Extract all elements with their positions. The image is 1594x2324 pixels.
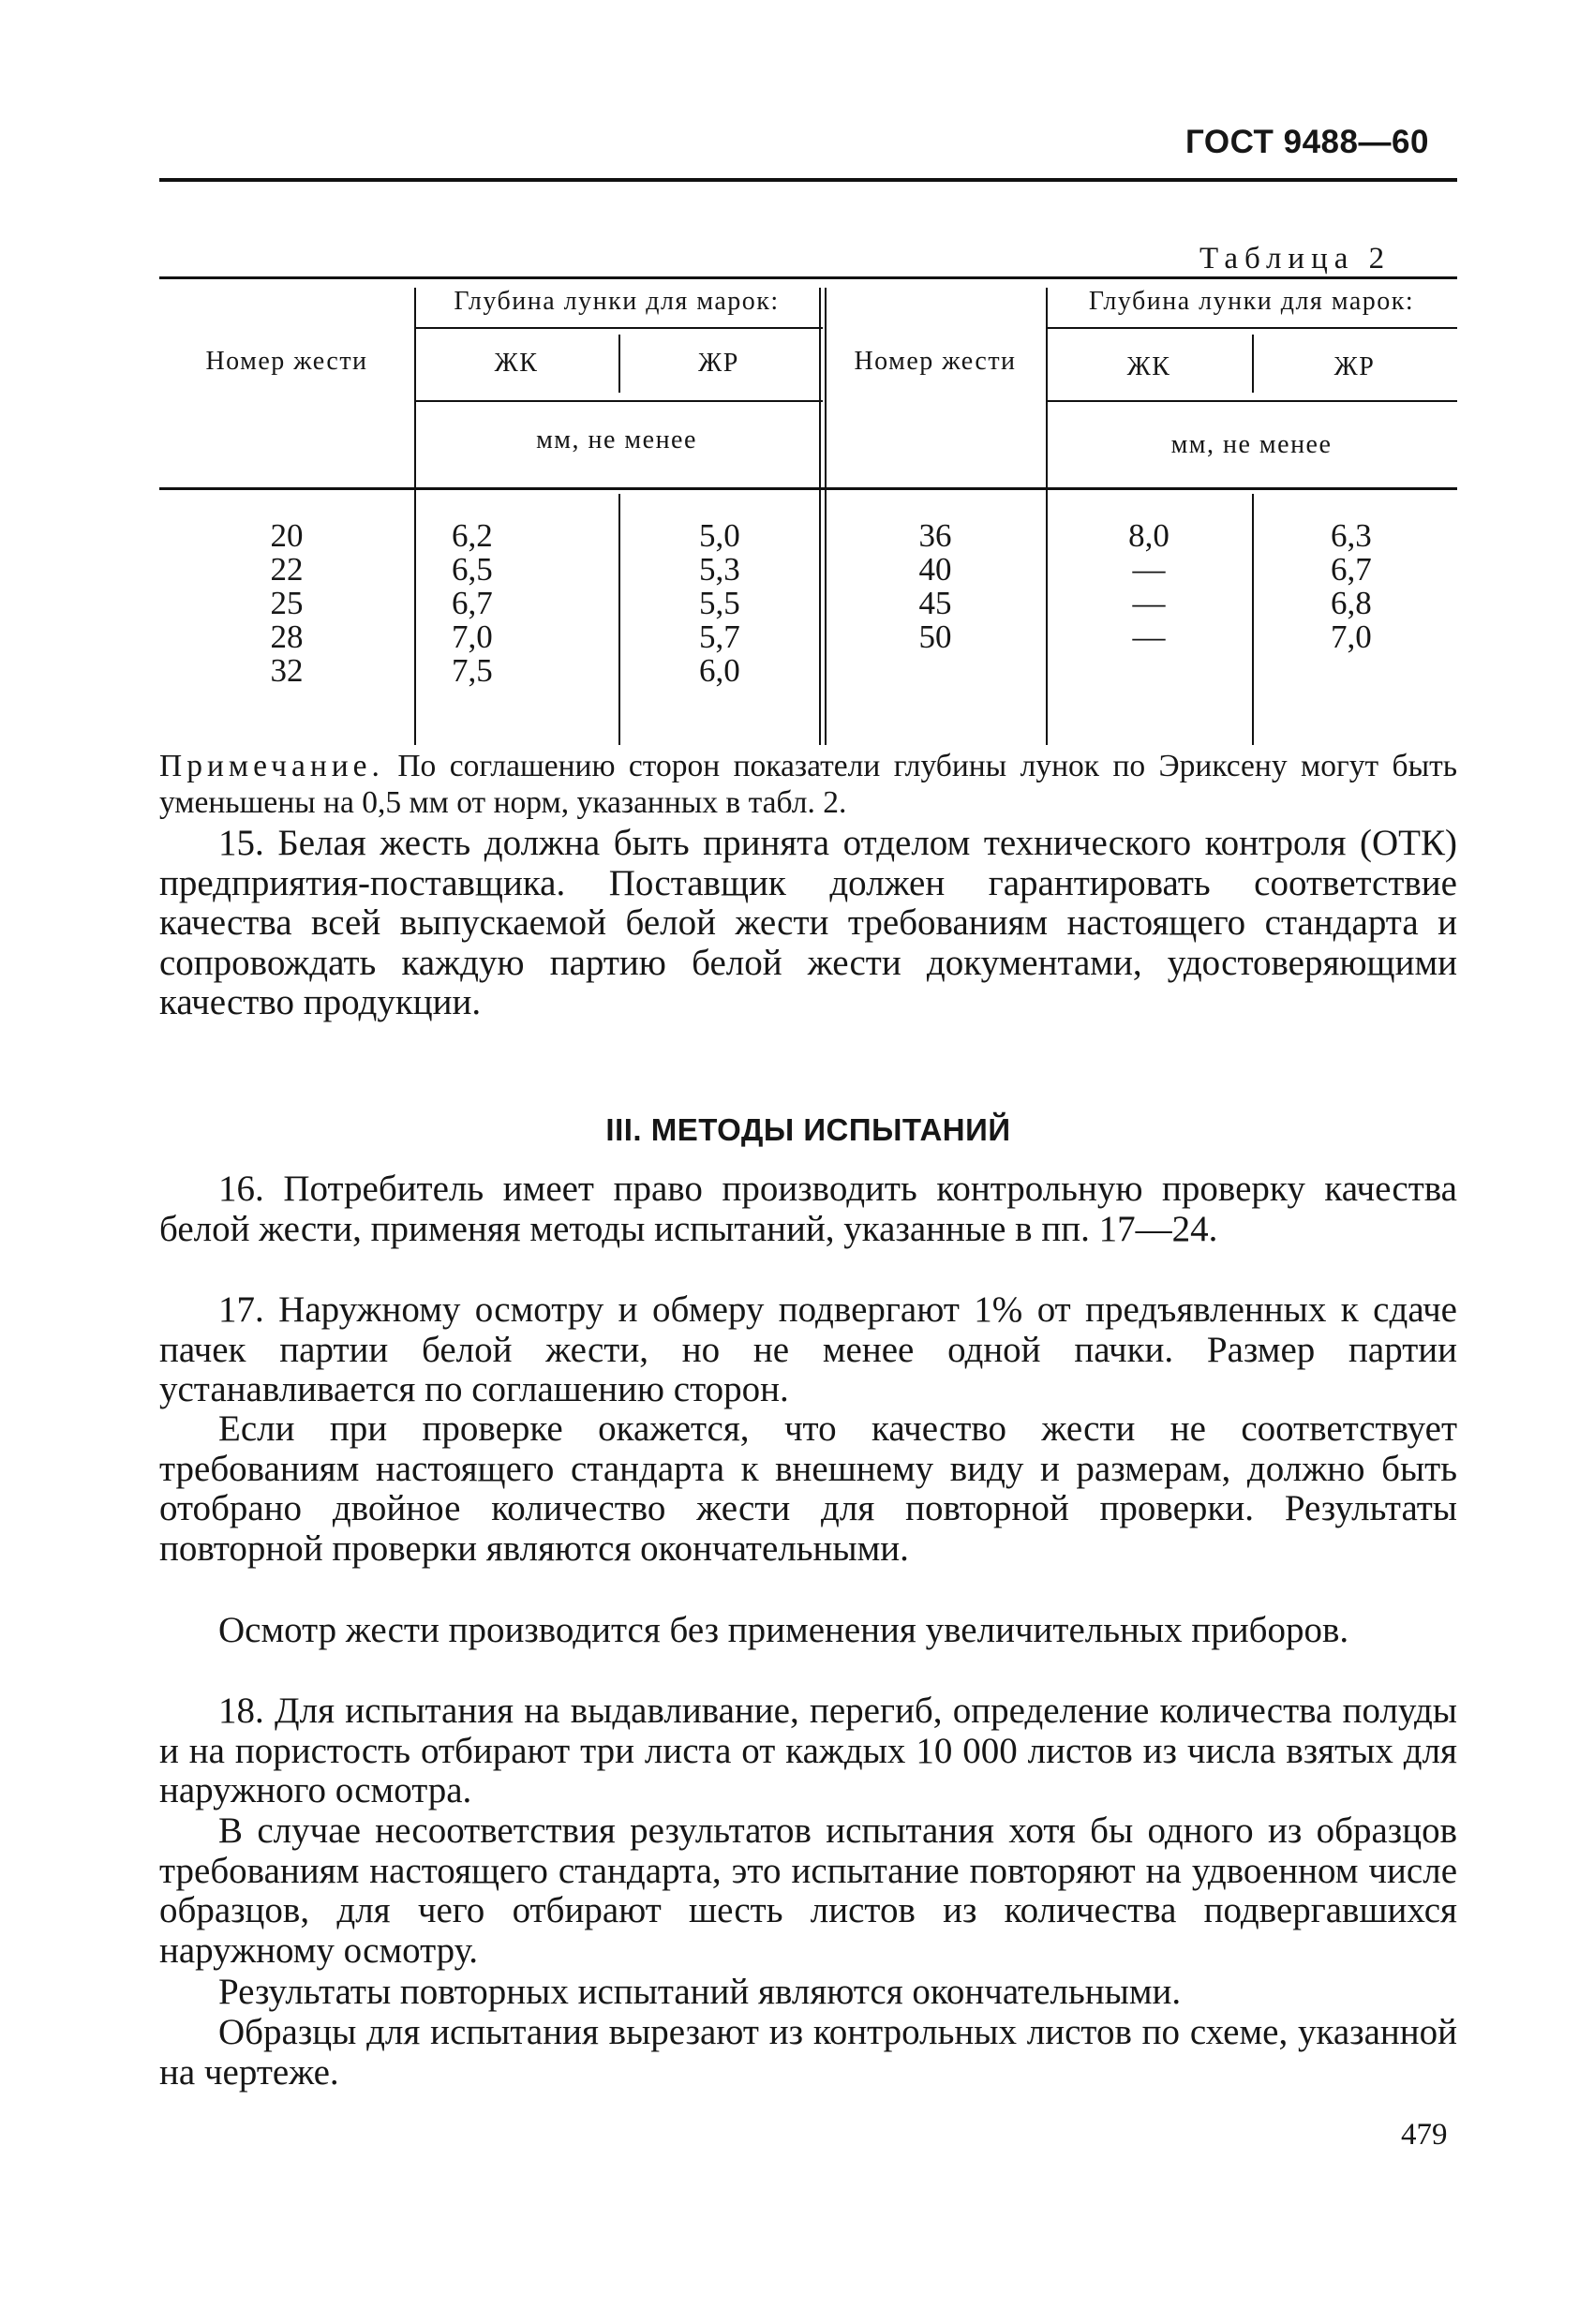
table-cell: 5,7 xyxy=(699,618,740,655)
header-unit-left: мм, не менее xyxy=(536,425,697,454)
table-brand-rule-left xyxy=(414,400,823,402)
header-depth-group-right: Глубина лунки для марок: xyxy=(1088,287,1415,316)
table-cell: 25 xyxy=(270,585,304,621)
table-vrule xyxy=(1252,494,1254,745)
table-cell: 8,0 xyxy=(1128,517,1169,554)
table-cell: 7,0 xyxy=(1331,618,1372,655)
table-cell: 40 xyxy=(918,551,952,588)
header-unit-right: мм, не менее xyxy=(1170,430,1333,459)
paragraph-18: 18. Для испытания на выдавливание, перегиб, определение количества полуды и на пористость отбирают три листа от каждых 10 000 листов из числа взятых для наружного осмотра. xyxy=(159,1691,1457,1811)
table-note xyxy=(159,748,1457,821)
page-number: 479 xyxy=(1401,2118,1448,2152)
right-number-column xyxy=(825,519,1046,654)
table-top-rule xyxy=(159,276,1457,279)
header-brand-zhk-right: ЖК xyxy=(1126,352,1171,381)
paragraph-15: 15. Белая жесть должна быть принята отделом технического контроля (ОТК) предприятия-поставщика. Поставщик должен гарантировать соответствие качества всей выпускаемой белой жести требованиям настоящего стандарта и сопровождать каждую партию белой жести документами, удостоверяющими качество продукции. xyxy=(159,823,1457,1023)
table-cell: — xyxy=(1132,551,1166,588)
table-cell: 6,7 xyxy=(1331,551,1372,588)
table-cell: 6,3 xyxy=(1331,517,1372,554)
table-cell: 6,2 xyxy=(452,517,493,554)
header-depth-group-left: Глубина лунки для марок: xyxy=(454,287,780,316)
table-group-rule-left xyxy=(414,327,823,329)
paragraph-17b: Если при проверке окажется, что качество жести не соответствует требованиям настоящего стандарта к внешнему виду и размерам, должно быть отобрано двойное количество жести для повторной проверки. Результаты повторной проверки являются окончательными. xyxy=(159,1408,1457,1569)
table-cell: 28 xyxy=(270,618,304,655)
left-zhk-column xyxy=(452,519,592,688)
right-zhk-column xyxy=(1046,519,1252,654)
table-cell: 20 xyxy=(270,517,304,554)
table-cell: 6,0 xyxy=(699,652,740,689)
header-brand-zhk-left: ЖК xyxy=(494,349,539,378)
table-group-rule-right xyxy=(1046,327,1457,329)
paragraph-18d: Образцы для испытания вырезают из контрольных листов по схеме, указанной на чертеже. xyxy=(159,2012,1457,2093)
header-rule xyxy=(159,178,1457,182)
note-lead: Примечание. xyxy=(159,749,384,783)
table-header-bottom-rule xyxy=(159,487,1457,490)
table-cell: 6,5 xyxy=(452,551,493,588)
paragraph-18b: В случае несоответствия результатов испытания хотя бы одного из образцов требованиям настоящего стандарта, это испытание повторяют на удвоенном числе образцов, для чего отбирают шесть листов из количества подвергавшихся наружному осмотру. xyxy=(159,1810,1457,1971)
depth-table xyxy=(159,276,1457,745)
section-title: III. МЕТОДЫ ИСПЫТАНИЙ xyxy=(605,1112,1011,1147)
table-cell: 5,0 xyxy=(699,517,740,554)
header-number-left: Номер жести xyxy=(205,347,368,376)
table-vrule-double xyxy=(819,288,821,745)
paragraph-17c: Осмотр жести производится без применения увеличительных приборов. xyxy=(218,1610,1349,1650)
table-cell: 32 xyxy=(270,652,304,689)
table-vrule xyxy=(618,494,620,745)
left-zhr-column xyxy=(699,519,812,688)
paragraph-17: 17. Наружному осмотру и обмеру подвергают 1% от предъявленных к сдаче пачек партии белой жести, но не менее одной пачки. Размер партии устанавливается по соглашению сторон. xyxy=(159,1289,1457,1410)
left-number-column xyxy=(159,519,414,688)
table-brand-rule-right xyxy=(1046,400,1457,402)
table-cell: 22 xyxy=(270,551,304,588)
header-brand-zhr-right: ЖР xyxy=(1333,352,1376,381)
table-cell: 7,5 xyxy=(452,652,493,689)
table-cell: 6,7 xyxy=(452,585,493,621)
note-text: По соглашению сторон показатели глубины лунок по Эриксену могут быть уменьшены на 0,5 мм от норм, указанных в табл. 2. xyxy=(159,749,1457,820)
header-brand-zhr-left: ЖР xyxy=(698,349,739,378)
header-number-right: Номер жести xyxy=(854,347,1017,376)
table-cell: 36 xyxy=(918,517,952,554)
standard-code: ГОСТ 9488—60 xyxy=(1185,124,1429,160)
table-cell: — xyxy=(1132,618,1166,655)
table-cell: 50 xyxy=(918,618,952,655)
table-cell: 7,0 xyxy=(452,618,493,655)
table-cell: 45 xyxy=(918,585,952,621)
paragraph-16: 16. Потребитель имеет право производить контрольную проверку качества белой жести, применяя методы испытаний, указанные в пп. 17—24. xyxy=(159,1169,1457,1249)
table-cell: 6,8 xyxy=(1331,585,1372,621)
table-cell: — xyxy=(1132,585,1166,621)
right-zhr-column xyxy=(1331,519,1443,654)
table-caption: Таблица 2 xyxy=(1199,242,1392,276)
paragraph-18c: Результаты повторных испытаний являются окончательными. xyxy=(218,1972,1182,2012)
table-cell: 5,5 xyxy=(699,585,740,621)
table-cell: 5,3 xyxy=(699,551,740,588)
